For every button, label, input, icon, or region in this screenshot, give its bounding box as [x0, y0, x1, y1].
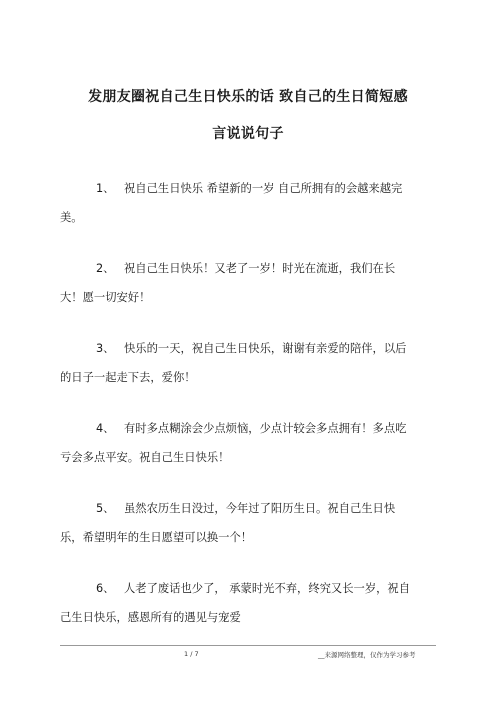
- list-item: [60, 414, 437, 472]
- item-number: 3、: [96, 342, 115, 355]
- item-text-line-1: 有时多点糊涂会少点烦恼，少点计较会多点拥有！多点吃: [124, 422, 407, 435]
- source-note: __来源网络整理，仅作为学习参考: [318, 651, 416, 659]
- item-number: 5、: [96, 502, 115, 515]
- item-text-line-1: 人老了废话也少了， 承蒙时光不弃，终究又长一岁，祝自: [124, 582, 411, 595]
- list-item: [60, 254, 437, 312]
- item-text-line-2: 的日子一起走下去，爱你！: [60, 371, 196, 384]
- item-text-line-2: 亏会多点平安。祝自己生日快乐！: [60, 451, 230, 464]
- item-text-line-1: 祝自己生日快乐！又老了一岁！时光在流逝，我们在长: [124, 262, 396, 275]
- document-title-line-2: 言说说句子: [212, 126, 284, 142]
- item-number: 2、: [96, 262, 115, 275]
- item-text-line-2: 美。: [60, 211, 83, 224]
- list-item: [60, 174, 437, 232]
- item-number: 4、: [96, 422, 115, 435]
- item-text-line-1: 虽然农历生日没过，今年过了阳历生日。祝自己生日快: [124, 502, 396, 515]
- list-item: [60, 574, 437, 632]
- footer-divider: [60, 645, 436, 646]
- item-text-line-1: 祝自己生日快乐 希望新的一岁 自己所拥有的会越来越完: [124, 182, 403, 195]
- list-item: [60, 334, 437, 392]
- item-text-line-1: 快乐的一天，祝自己生日快乐，谢谢有亲爱的陪伴，以后: [124, 342, 407, 355]
- item-text-line-2: 大！愿一切安好！: [60, 291, 151, 304]
- list-item: [60, 494, 437, 552]
- page-indicator: 1 / 7: [184, 650, 199, 658]
- item-text-line-2: 己生日快乐，感恩所有的遇见与宠爱: [60, 611, 241, 624]
- document-title-line-1: 发朋友圈祝自己生日快乐的话 致自己的生日简短感: [88, 89, 408, 105]
- item-number: 6、: [96, 582, 115, 595]
- item-text-line-2: 乐，希望明年的生日愿望可以换一个！: [60, 531, 253, 544]
- item-number: 1、: [96, 182, 115, 195]
